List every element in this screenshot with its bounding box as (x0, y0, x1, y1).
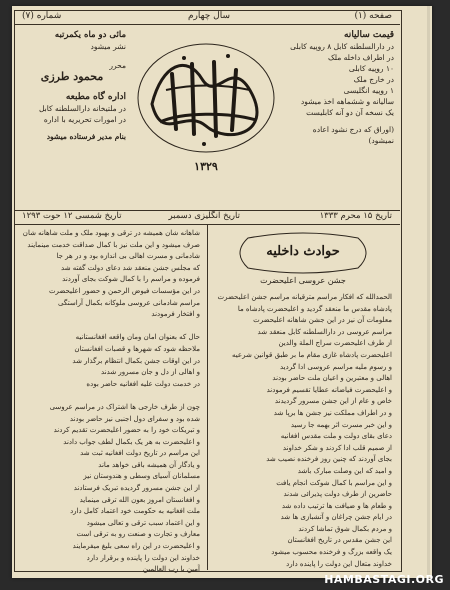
text-line: و اعلیحضرت به هر یک بکمال لطف جواب دادند (63, 437, 200, 446)
text-line: خداوند این دولت را پاینده و برقرار دارد (86, 553, 200, 562)
text-line: شاهانه شان همیشه در ترقی و بهبود ملک و ملت شاهانه شان (22, 229, 200, 237)
right-info-line: سالیانه و ششماهه اخذ میشود (300, 97, 394, 106)
text-line: ملاحظه شود که شهرها و قصبات افغانستان (74, 344, 200, 353)
page-number-label: صفحه (۱) (354, 11, 392, 21)
text-line: این جشن مقدس در تاریخ افغانستان (287, 536, 392, 545)
text-line: ملت افغانیه به حکومت خود اعتماد کامل دارد (70, 507, 200, 516)
text-line: که مجلس جشن منعقد شد دعای دولت گفته شد (61, 263, 200, 272)
text-line: مسلمانان آسیای وسطی و هندوستان نیز (83, 472, 200, 481)
text-line: و یادگار آن همیشه باقی خواهد ماند (98, 460, 200, 469)
text-line: این مراسم در تاریخ دولت افغانیه ثبت شد (80, 449, 200, 458)
text-line: و رسوم ملیه مراسم عروسی ادا گردید (280, 362, 392, 371)
right-info-line: در اطراف داخله ملک (328, 53, 394, 62)
text-line: یک واقعه بزرگ و فرخنده محسوب میشود (271, 548, 392, 557)
text-line: و این خبر مسرت اثر بهمه جا رسید (290, 420, 392, 429)
left-info-line: اداره گاه مطبعه (65, 92, 126, 102)
section-title-box (214, 232, 392, 274)
issue-number-label: شماره (۷) (22, 11, 62, 21)
text-line: معارف و تجارت و صنعت رو به ترقی است (76, 530, 200, 539)
text-line: و تبریکات خود را به حضور اعلیحضرت تقدیم کردند (53, 426, 200, 435)
right-info-line: در خارج ملک (353, 75, 394, 84)
text-line: و افغانستان امروز بعون الله ترقی مینماید (79, 495, 200, 504)
text-line: معلومات آن نیز در این جشن شاهانه اعلیحضرت (253, 316, 392, 325)
text-line: و اعلیحضرت فیاضانه عطایا تقسیم فرمودند (266, 385, 392, 394)
masthead-calligraphy-title (132, 34, 280, 184)
text-line: الحمدالله که افکار مراسم مترقیانه مراسم جشن اعلیحضرت (217, 293, 392, 301)
text-line: در این اوقات جشن بکمال انتظام برگذار شد (72, 356, 200, 365)
text-line: در ایام جشن چراغان و آتشبازی ها شد (280, 513, 392, 522)
text-line: خاص و عام از این جشن مسرور گردیدند (274, 397, 392, 406)
left-info-line: نشر میشود (90, 42, 126, 51)
left-info-line: محمود طرزی (40, 70, 104, 83)
left-info-line: مائی دو ماه یکمرتبه (54, 30, 126, 40)
text-line: در خدمت دولت علیه افغانیه حاضر بوده (86, 379, 200, 388)
hijri-date: تاریخ ۱۵ محرم ۱۳۳۳ (319, 211, 392, 221)
solar-date: تاریخ شمسی ۱۲ حوت ۱۲۹۳ (22, 211, 122, 221)
text-line: اعلیحضرت پادشاه غازی مقام ما بر طبق قوانین شرعیه (232, 350, 392, 359)
text-line: از طرف اعلیحضرت سراج الملة والدین (278, 339, 392, 348)
text-line: خداوند متعال این دولت را پاینده دارد (286, 559, 392, 568)
text-line: آمین یا رب العالمین (142, 565, 200, 574)
year-label: سال چهارم (187, 11, 230, 21)
text-line: از این جشن مسرور گردیده تبریک فرستادند (73, 484, 200, 493)
text-line (22, 390, 200, 402)
left-info-line: بنام مدیر فرستاده میشود (46, 132, 126, 141)
article-subhead: جشن عروسی اعلیحضرت (260, 276, 346, 285)
text-line: و در اطراف مملکت نیز جشن ها برپا شد (273, 408, 392, 417)
right-info-line: ۱ روپیه انگلیسی (343, 86, 394, 95)
gregorian-date: تاریخ انگلیزی دسمبر (168, 211, 240, 221)
text-line (22, 321, 200, 333)
left-info-line: محرر (109, 61, 126, 70)
text-line: اهالی و معتبرین و اعیان ملت حاضر بودند (272, 374, 392, 383)
right-info-line: (اوراق که درج نشود اعاده نمیشود) (312, 125, 394, 145)
date-line (14, 210, 400, 225)
right-info-line: قیمت سالیانه (343, 30, 394, 40)
column-divider (207, 224, 208, 570)
watermark: HAMBASTAGI.ORG (324, 573, 444, 586)
section-title: حوادث داخلیه (266, 244, 340, 259)
right-column-text (214, 292, 392, 570)
text-line: و افتخار فرمودند (151, 310, 200, 319)
masthead-year: ۱۳۲۹ (194, 160, 218, 173)
text-line: پادشاه مقدس ما منعقد گردید و اعلیحضرت پادشاه ما (237, 304, 392, 313)
text-line: و این اعتماد سبب ترقی و تعالی میشود (86, 518, 200, 527)
text-line: و این مراسم با کمال شوکت انجام یافت (276, 478, 392, 487)
text-line: بجای آوردند که چنین روز فرخنده نصیب شد (266, 455, 392, 464)
text-line: و طعام ها و ضیافت ها ترتیب داده شد (281, 501, 392, 510)
text-line: مراسم شادمانی عروسی ملوکانه بکمال آراستگی (58, 298, 200, 307)
left-info-line: در ملتیخانه دارالسلطنه کابل (38, 104, 126, 113)
text-line: حال که بعنوان امان ومان واقعه افغانستانیه (75, 333, 200, 342)
text-line: دعای بقای دولت و ملت مقدس افغانیه (280, 432, 392, 441)
text-line: مراسم عروسی در دارالسلطنه کابل منعقد شد (257, 327, 392, 336)
text-line: شادمانی و مسرت اهالی بی اندازه بود و در هر جا (56, 252, 200, 261)
text-line: از صمیم قلب ادا کردند و شکر خداوند (282, 443, 392, 452)
right-info-line: ۱۰ روپیه کابلی (348, 64, 394, 73)
top-header-line (14, 10, 400, 25)
text-line: و اعلیحضرت در این راه سعی بلیغ میفرمایند (72, 542, 200, 551)
text-line: شده بود و سفرای دول اجنبی نیز حاضر بودند (69, 414, 200, 423)
masthead-right-info (286, 30, 394, 146)
page-fold-shadow (427, 6, 430, 578)
text-line: و اهالی از دل و جان مسرور شدند (101, 368, 200, 377)
text-line: صرف میشود و این ملت نیز با کمال صداقت خدمت مینمایند (27, 240, 200, 249)
left-column-text (22, 228, 200, 576)
text-line: چون از طرف خارجی ها اشتراک در مراسم عروسی (49, 402, 200, 411)
masthead-left-info (18, 30, 126, 142)
text-line: حاضرین از طرف دولت پذیرائی شدند (283, 490, 392, 499)
text-line: و امید که این وصلت مبارک باشد (297, 466, 392, 475)
text-line: فرموده و مراسم را با کمال شوکت بجای آوردند (62, 275, 200, 284)
left-info-line: در امورات تحریریه با اداره (43, 115, 126, 124)
text-line: و مردم بکمال شوق تماشا کردند (298, 524, 392, 533)
masthead (14, 24, 400, 211)
text-line: در این مؤسسات فیوض الرحمن و حضور اعلیحضرت (48, 286, 200, 295)
right-info-line: یک نسخه آن دو آنه کابلیست (306, 108, 394, 117)
right-info-line: در دارالسلطنه کابل ۸ روپیه کابلی (290, 42, 394, 51)
